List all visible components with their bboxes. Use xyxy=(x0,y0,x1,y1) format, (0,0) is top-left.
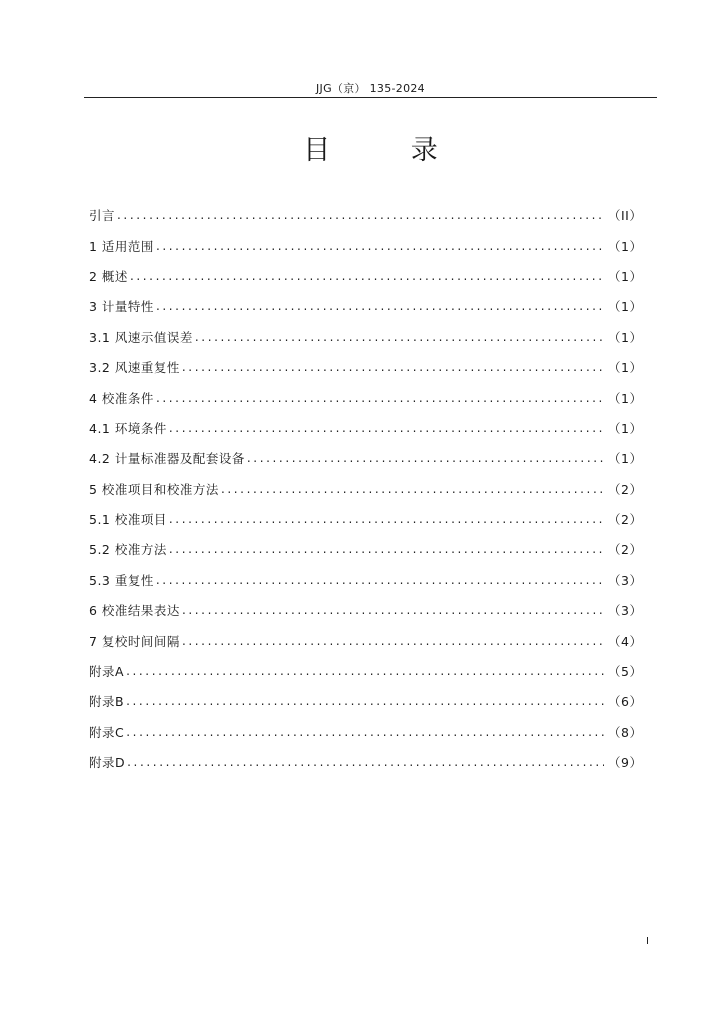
toc-entry-page: （3） xyxy=(608,603,643,619)
toc-dot-leader xyxy=(127,755,604,769)
page-number: I xyxy=(646,936,649,947)
toc-dot-leader xyxy=(182,603,604,617)
toc-entry-page: （1） xyxy=(608,390,643,406)
toc-entry-2[interactable] xyxy=(89,261,643,291)
toc-entry-label: 5.1 校准项目 xyxy=(89,512,167,528)
toc-entry-page: （1） xyxy=(608,268,643,284)
toc-entry-5-2[interactable] xyxy=(89,534,643,564)
toc-entry-page: （4） xyxy=(608,633,643,649)
toc-entry-page: （1） xyxy=(608,451,643,467)
toc-entry-intro[interactable] xyxy=(89,200,643,230)
toc-entry-5-3[interactable] xyxy=(89,565,643,595)
toc-dot-leader xyxy=(195,330,604,344)
toc-entry-page: （6） xyxy=(608,694,643,710)
toc-entry-label: 5.2 校准方法 xyxy=(89,542,167,558)
toc-dot-leader xyxy=(126,664,604,678)
table-of-contents xyxy=(89,200,643,777)
toc-entry-label: 3.2 风速重复性 xyxy=(89,360,180,376)
toc-entry-label: 1 适用范围 xyxy=(89,238,154,254)
toc-entry-3[interactable] xyxy=(89,291,643,321)
toc-entry-label: 5.3 重复性 xyxy=(89,572,154,588)
toc-entry-3-1[interactable] xyxy=(89,322,643,352)
toc-entry-label: 附录A xyxy=(89,664,125,680)
toc-dot-leader xyxy=(247,451,604,465)
toc-entry-5-1[interactable] xyxy=(89,504,643,534)
toc-dot-leader xyxy=(169,542,604,556)
toc-entry-page: （8） xyxy=(608,724,643,740)
toc-entry-page: （9） xyxy=(608,755,643,771)
toc-entry-page: （3） xyxy=(608,572,643,588)
toc-entry-4-1[interactable] xyxy=(89,413,643,443)
toc-entry-label: 4.2 计量标准器及配套设备 xyxy=(89,451,245,467)
toc-dot-leader xyxy=(156,299,604,313)
toc-dot-leader xyxy=(117,208,604,222)
toc-entry-page: （1） xyxy=(608,360,643,376)
toc-entry-appendix-d[interactable] xyxy=(89,747,643,777)
toc-dot-leader xyxy=(156,391,604,405)
toc-entry-page: （5） xyxy=(608,664,643,680)
toc-entry-label: 附录D xyxy=(89,755,126,771)
toc-dot-leader xyxy=(156,573,604,587)
toc-entry-page: （2） xyxy=(608,512,643,528)
toc-dot-leader xyxy=(182,634,604,648)
toc-entry-label: 引言 xyxy=(89,208,116,224)
toc-dot-leader xyxy=(221,482,604,496)
toc-dot-leader xyxy=(169,512,604,526)
toc-entry-7[interactable] xyxy=(89,625,643,655)
running-header: JJG（京） 135-2024 xyxy=(316,82,425,95)
toc-entry-page: （1） xyxy=(608,420,643,436)
toc-entry-3-2[interactable] xyxy=(89,352,643,382)
page-title: 目 录 xyxy=(303,135,474,166)
toc-dot-leader xyxy=(156,239,604,253)
toc-entry-label: 3 计量特性 xyxy=(89,299,154,315)
toc-entry-label: 3.1 风速示值误差 xyxy=(89,329,193,345)
toc-dot-leader xyxy=(169,421,604,435)
toc-entry-5[interactable] xyxy=(89,474,643,504)
toc-entry-label: 6 校准结果表达 xyxy=(89,603,180,619)
toc-entry-label: 附录C xyxy=(89,724,125,740)
toc-entry-page: （2） xyxy=(608,481,643,497)
toc-entry-label: 4.1 环境条件 xyxy=(89,420,167,436)
toc-entry-page: （II） xyxy=(608,208,643,224)
toc-entry-label: 7 复校时间间隔 xyxy=(89,633,180,649)
toc-entry-label: 2 概述 xyxy=(89,268,128,284)
toc-dot-leader xyxy=(182,360,604,374)
toc-entry-appendix-b[interactable] xyxy=(89,686,643,716)
header-divider xyxy=(84,97,657,98)
toc-entry-6[interactable] xyxy=(89,595,643,625)
toc-entry-4[interactable] xyxy=(89,382,643,412)
toc-entry-appendix-a[interactable] xyxy=(89,656,643,686)
toc-entry-label: 4 校准条件 xyxy=(89,390,154,406)
toc-entry-appendix-c[interactable] xyxy=(89,717,643,747)
toc-dot-leader xyxy=(130,269,604,283)
toc-entry-page: （2） xyxy=(608,542,643,558)
toc-dot-leader xyxy=(126,694,604,708)
toc-entry-4-2[interactable] xyxy=(89,443,643,473)
toc-dot-leader xyxy=(126,725,604,739)
toc-entry-page: （1） xyxy=(608,329,643,345)
toc-entry-page: （1） xyxy=(608,299,643,315)
toc-entry-label: 附录B xyxy=(89,694,125,710)
toc-entry-page: （1） xyxy=(608,238,643,254)
toc-entry-label: 5 校准项目和校准方法 xyxy=(89,481,219,497)
toc-entry-1[interactable] xyxy=(89,230,643,260)
